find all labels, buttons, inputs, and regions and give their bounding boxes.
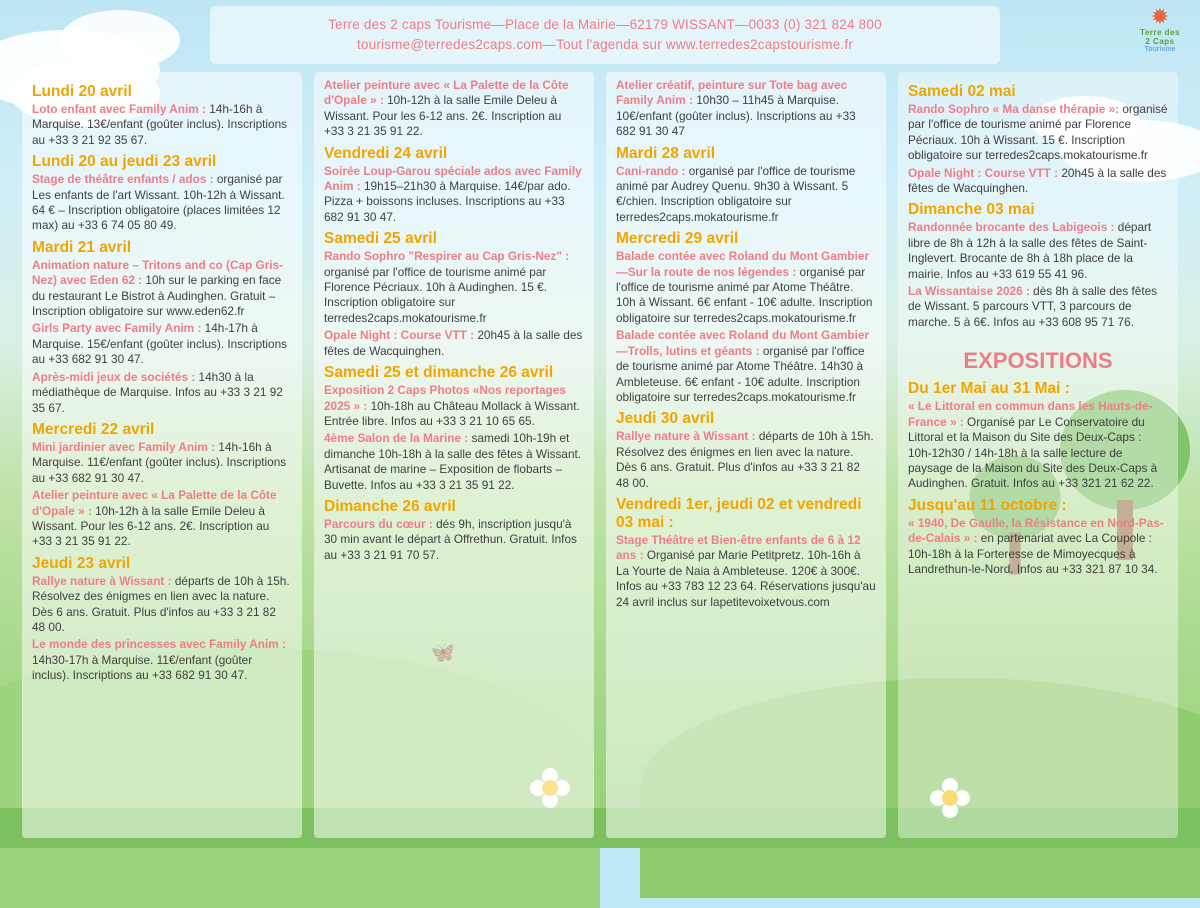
event-title: Animation nature – Tritons and co (Cap Gris-Nez) avec Eden 62 :	[32, 257, 284, 288]
date-heading: Mercredi 22 avril	[32, 420, 155, 438]
event-details: organisé par l'office de tourisme animé par Florence Pécriaux. 10h à Wissant. 15 €. Inscription obligatoire sur terredes2caps.mokatourisme.fr	[908, 102, 1168, 163]
event-details: organisé par Les enfants de l'art Wissant. 10h-12h à Wissant. 64 € – Inscription obligatoire (places limitées 12 max) au +33 6 74 05 80 49.	[32, 172, 285, 233]
event-title: Parcours du cœur :	[324, 516, 433, 531]
event-details: 10h-12h à la salle Emile Deleu à Wissant. Pour les 6-12 ans. 2€. Inscription au +33 3 21 35 91 22.	[32, 503, 270, 549]
logo-line-3: Tourisme	[1144, 46, 1176, 53]
date-heading: Samedi 02 mai	[908, 83, 1016, 100]
event-details: organisé par l'office de tourisme animé par Atome Théâtre. 14h30 à Ambleteuse. 6€ enfant - 10€ adulte. Inscription obligatoire sur terredes2caps.mokatourisme.fr	[616, 343, 865, 404]
event-title: Opale Night : Course VTT :	[324, 328, 475, 343]
event-details: Organisé par Marie Petitpretz. 10h-16h à La Yourte de Naia à Ambleteuse. 120€ à 300€. Infos au +33 783 12 23 64. Réservations jusqu'au 24 avril inclus sur lapetitevoixetvous.com	[616, 548, 876, 609]
agenda-column-4	[898, 72, 1178, 838]
date-heading: Jusqu'au 11 octobre :	[908, 496, 1067, 514]
event-details: 10h sur le parking en face du restaurant Le Bistrot à Audinghen. Gratuit – Inscription obligatoire sur www.eden62.fr	[32, 273, 282, 319]
event-entry	[616, 164, 876, 226]
tourism-logo	[1130, 6, 1190, 64]
event-entry	[32, 440, 292, 486]
event-details: Organisé par Le Conservatoire du Littoral et la Maison du Site des Deux-Caps : 10h-12h30 / 14h-18h à la salle lecture de paysage de la Maison du Site des Deux-Caps à Audinghen. Gratuit. Infos au +33 321 21 62 22.	[908, 414, 1158, 491]
event-title: Exposition 2 Caps Photos «Nos reportages 2025 » :	[324, 383, 566, 413]
event-title: Rando Sophro « Ma danse thérapie »:	[908, 102, 1120, 116]
event-details: 10h-12h à la salle Emile Deleu à Wissant. Pour les 6-12 ans. 2€. Inscription au +33 3 21 35 91 22.	[324, 93, 562, 139]
event-entry	[32, 574, 292, 636]
date-heading: Vendredi 1er, jeudi 02 et vendredi 03 mai :	[616, 495, 862, 531]
event-entry	[908, 284, 1168, 330]
agenda-columns	[22, 72, 1182, 838]
event-title: Opale Night : Course VTT :	[908, 165, 1059, 180]
event-details: 14h30-17h à Marquise. 11€/enfant (goûter inclus). Inscriptions au +33 682 91 30 47.	[32, 652, 253, 683]
date-heading: Samedi 25 avril	[324, 230, 437, 248]
event-entry	[324, 328, 584, 359]
date-heading: Lundi 20 avril	[32, 83, 132, 100]
event-details: départ libre de 8h à 12h à la salle des fêtes de Saint-Inglevert. Brocante de 8h à 18h place de la mairie. Infos au +33 619 55 41 96.	[908, 220, 1152, 281]
event-entry	[324, 164, 584, 226]
date-heading: Mercredi 29 avril	[616, 230, 739, 248]
event-details: organisé par l'office de tourisme animé par Audrey Quenu. 9h30 à Wissant. 5 €/chien. Inscription obligatoire sur terredes2caps.mokatourisme.fr	[616, 163, 856, 224]
event-title: Mini jardinier avec Family Anim :	[32, 439, 216, 454]
event-entry	[908, 399, 1168, 491]
event-entry	[616, 429, 876, 491]
event-title: Le monde des princesses avec Family Anim :	[32, 637, 286, 652]
date-heading: Du 1er Mai au 31 Mai :	[908, 380, 1070, 398]
event-title: 4ème Salon de la Marine :	[324, 431, 469, 446]
contact-header	[210, 6, 1000, 64]
event-title: Girls Party avec Family Anim :	[32, 321, 202, 336]
event-details: départs de 10h à 15h. Résolvez des énigmes en lien avec la nature. Dès 6 ans. Gratuit. Plus d'infos au +33 3 21 82 48 00.	[32, 573, 290, 634]
date-heading: Dimanche 26 avril	[324, 497, 456, 515]
date-heading: Mardi 28 avril	[616, 144, 716, 162]
date-heading: Mardi 21 avril	[32, 238, 132, 256]
date-heading: Samedi 25 et dimanche 26 avril	[324, 364, 554, 382]
event-title: Loto enfant avec Family Anim :	[32, 102, 206, 116]
event-details: 14h-17h à Marquise. 15€/enfant (goûter inclus). Inscriptions au +33 682 91 30 47.	[32, 321, 288, 367]
event-details: 10h-18h au Château Mollack à Wissant. Entrée libre. Infos au +33 3 21 10 65 65.	[324, 398, 580, 428]
event-entry	[32, 102, 292, 148]
header-line-1: Terre des 2 caps Tourisme—Place de la Mairie—62179 WISSANT—0033 (0) 321 824 800	[328, 17, 882, 32]
event-entry	[32, 172, 292, 234]
event-entry	[908, 516, 1168, 578]
event-title: « 1940, De Gaulle, la Résistance en Nord-Pas-de-Calais » :	[908, 515, 1164, 546]
event-title: Atelier peinture avec « La Palette de la Côte d'Opale » :	[324, 78, 569, 108]
event-entry	[324, 383, 584, 429]
event-title: Stage Théâtre et Bien-être enfants de 6 à 12 ans :	[616, 532, 861, 563]
date-heading: Jeudi 30 avril	[616, 410, 715, 428]
agenda-column-3	[606, 72, 886, 838]
event-entry	[32, 637, 292, 683]
event-entry	[32, 321, 292, 367]
event-entry	[616, 533, 876, 610]
event-title: Cani-rando :	[616, 163, 686, 178]
event-entry	[616, 249, 876, 326]
event-entry	[32, 370, 292, 416]
event-details: organisé par l'office de tourisme animé par Florence Pécriaux. 10h à Audinghen. 15 €. Inscription obligatoire sur terredes2caps.mokatourisme.fr	[324, 264, 547, 325]
event-title: Rando Sophro "Respirer au Cap Gris-Nez" :	[324, 249, 570, 264]
event-entry	[616, 328, 876, 405]
event-details: organisé par l'office de tourisme animé par Atome Théâtre. 10h à Wissant. 6€ enfant - 10€ adulte. Inscription obligatoire sur terredes2caps.mokatourisme.fr	[616, 264, 873, 325]
event-entry	[324, 517, 584, 563]
event-details: 20h45 à la salle des fêtes de Wacquinghen.	[324, 328, 583, 358]
event-entry	[324, 431, 584, 493]
date-heading: Lundi 20 au jeudi 23 avril	[32, 153, 217, 171]
event-details: en partenariat avec La Coupole : 10h-18h à la Forteresse de Mimoyecques à Landrethun-le-Nord. Infos au +33 321 87 10 34.	[908, 531, 1158, 576]
event-entry	[32, 488, 292, 550]
event-title: Rallye nature à Wissant :	[32, 573, 172, 588]
event-title: Atelier créatif, peinture sur Tote bag avec Family Anim :	[616, 78, 848, 108]
event-entry	[616, 78, 876, 140]
logo-line-1: Terre des	[1140, 28, 1180, 37]
event-details: départs de 10h à 15h. Résolvez des énigmes en lien avec la nature. Dès 6 ans. Gratuit. Plus d'infos au +33 3 21 82 48 00.	[616, 429, 874, 490]
event-details: dès 8h à salle des fêtes de Wissant. 5 parcours VTT, 3 parcours de marche. 5 à 6€. Infos au +33 608 95 71 76.	[908, 284, 1158, 329]
event-details: 10h30 – 11h45 à Marquise. 10€/enfant (goûter inclus). Inscriptions au +33 682 91 30 47	[616, 93, 856, 139]
event-title: « Le Littoral en commun dans les Hauts-de-France » :	[908, 399, 1153, 429]
logo-line-2: 2 Caps	[1145, 37, 1175, 46]
date-heading: Vendredi 24 avril	[324, 144, 448, 162]
event-title: Après-midi jeux de sociétés :	[32, 369, 196, 384]
event-title: Randonnée brocante des Labigeois :	[908, 220, 1115, 235]
agenda-column-2	[314, 72, 594, 838]
header-line-2: tourisme@terredes2caps.com—Tout l'agenda sur www.terredes2capstourisme.fr	[356, 37, 854, 52]
event-title: Balade contée avec Roland du Mont Gambier—Trolls, lutins et géants :	[616, 328, 870, 358]
event-entry	[908, 220, 1168, 282]
event-details: 14h-16h à Marquise. 11€/enfant (goûter inclus). Inscriptions au +33 682 91 30 47.	[32, 439, 287, 485]
logo-mark-icon: ✹	[1150, 4, 1170, 29]
event-entry	[324, 78, 584, 140]
event-details: 20h45 à la salle des fêtes de Wacquinghen.	[908, 165, 1167, 196]
event-details: samedi 10h-19h et dimanche 10h-18h à la salle des fêtes à Wissant. Artisanat de marine – Exposition de flobarts – Buvette. Infos au +33 3 21 35 91 22.	[324, 431, 582, 492]
event-entry	[908, 102, 1168, 164]
event-details: 19h15–21h30 à Marquise. 14€/par ado. Pizza + boissons incluses. Inscriptions au +33 682 91 30 47.	[324, 179, 571, 224]
event-details: dés 9h, inscription jusqu'à 30 min avant le départ à Offrethun. Gratuit. Infos au +33 3 21 91 70 57.	[324, 516, 577, 562]
event-entry	[32, 258, 292, 320]
event-entry	[324, 249, 584, 326]
event-title: Atelier peinture avec « La Palette de la Côte d'Opale » :	[32, 488, 277, 518]
event-entry	[908, 166, 1168, 197]
date-heading: Jeudi 23 avril	[32, 554, 131, 572]
expositions-heading: EXPOSITIONS	[963, 348, 1113, 374]
event-title: Stage de théâtre enfants / ados :	[32, 172, 214, 187]
agenda-column-1	[22, 72, 302, 838]
event-details: 14h-16h à Marquise. 13€/enfant (goûter inclus). Inscriptions au +33 3 21 92 35 67.	[32, 102, 288, 147]
date-heading: Dimanche 03 mai	[908, 201, 1035, 219]
event-title: Balade contée avec Roland du Mont Gambier—Sur la route de nos légendes :	[616, 249, 870, 279]
event-title: La Wissantaise 2026 :	[908, 284, 1030, 299]
event-title: Rallye nature à Wissant :	[616, 429, 756, 444]
event-title: Soirée Loup-Garou spéciale ados avec Family Anim :	[324, 163, 582, 194]
event-details: 14h30 à la médiathèque de Marquise. Infos au +33 3 21 92 35 67.	[32, 369, 283, 415]
